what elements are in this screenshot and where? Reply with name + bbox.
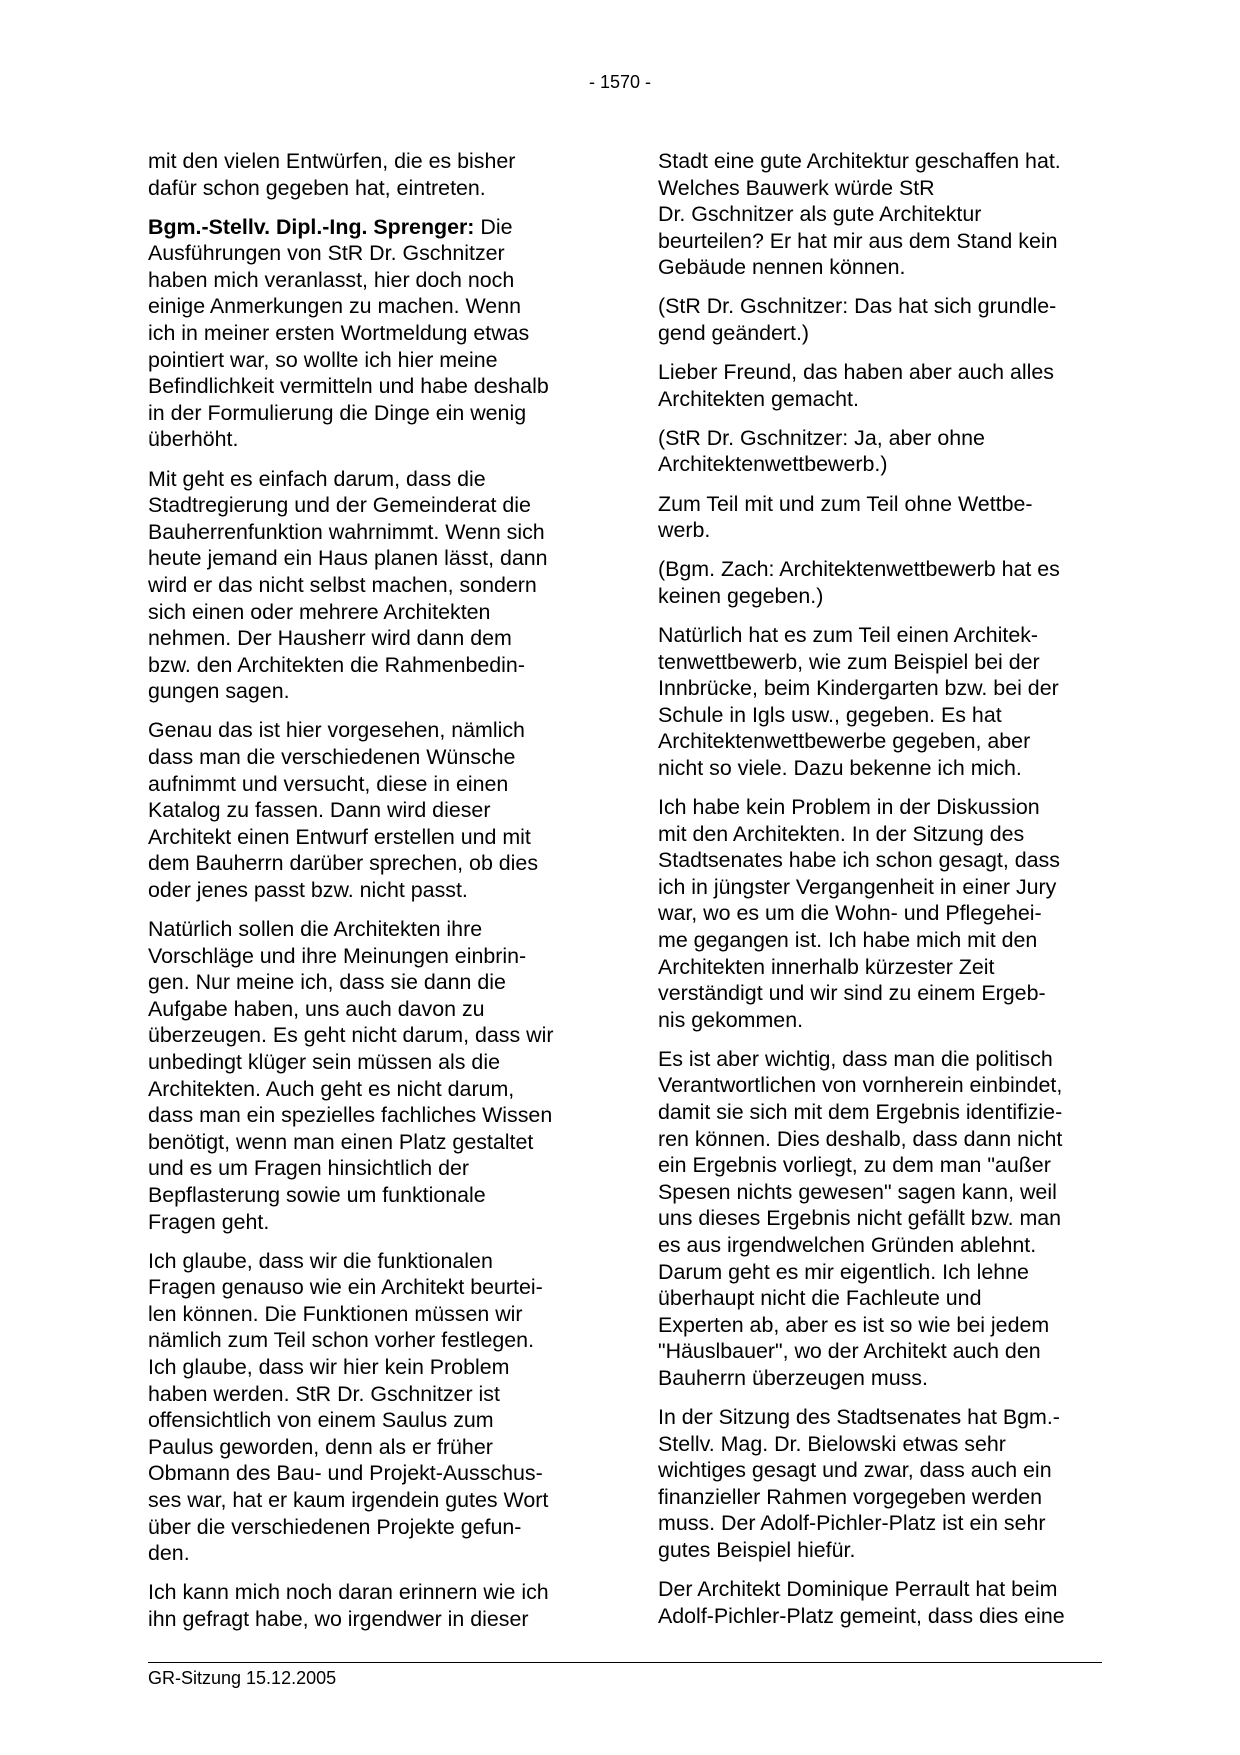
paragraph: Natürlich hat es zum Teil einen Architek- tenwettbewerb, wie zum Beispiel bei der Innbrücke, beim Kindergarten bzw. bei der Schule in Igls usw., gegeben. Es hat Architektenwettbewerbe gegeben, aber nicht so viele. Dazu bekenne ich mich. <box>658 622 1059 780</box>
interjection: (Bgm. Zach: Architektenwettbewerb hat es keinen gegeben.) <box>658 557 1060 608</box>
page-number: - 1570 - <box>588 72 652 92</box>
paragraph: Ich glaube, dass wir die funktionalen Fragen genauso wie ein Architekt beurtei- len können. Die Funktionen müssen wir nämlich zum Teil schon vorher festlegen. Ich glaube, dass wir hier kein Problem haben werden. StR Dr. Gschnitzer ist offensichtlich von einem Saulus zum Paulus geworden, denn als er früher Obmann des Bau- und Projekt-Ausschus- ses war, hat er kaum irgendein gutes Wort über die verschiedenen Projekte gefun- den. <box>148 1248 549 1566</box>
speaker-name: Bgm.-Stellv. Dipl.-Ing. Sprenger: <box>148 214 475 239</box>
paragraph: In der Sitzung des Stadtsenates hat Bgm.- Stellv. Mag. Dr. Bielowski etwas sehr wichtiges gesagt und zwar, dass auch ein finanzieller Rahmen vorgegeben werden muss. Der Adolf-Pichler-Platz ist ein sehr gutes Beispiel hiefür. <box>658 1405 1060 1562</box>
paragraph: mit den vielen Entwürfen, die es bisher dafür schon gegeben hat, eintreten. <box>148 149 516 200</box>
footer-divider <box>148 1662 1102 1663</box>
paragraph-speech <box>148 214 588 453</box>
paragraph: Genau das ist hier vorgesehen, nämlich dass man die verschiedenen Wünsche aufnimmt und versucht, diese in einen Katalog zu fassen. Dann wird dieser Architekt einen Entwurf erstellen und mit dem Bauherrn darüber sprechen, ob dies oder jenes passt bzw. nicht passt. <box>148 718 539 902</box>
left-column <box>148 148 588 1645</box>
paragraph: Zum Teil mit und zum Teil ohne Wettbe- werb. <box>658 491 1033 543</box>
paragraph: Ich habe kein Problem in der Diskussion mit den Architekten. In der Sitzung des Stadtsenates habe ich schon gesagt, dass ich in jüngster Vergangenheit in einer Jury war, wo es um die Wohn- und Pflegehei- me gegangen ist. Ich habe mich mit den Architekten innerhalb kürzester Zeit verständigt und wir sind zu einem Ergeb- nis gekommen. <box>658 794 1060 1032</box>
right-column <box>658 148 1110 1642</box>
paragraph: Es ist aber wichtig, dass man die politisch Verantwortlichen von vornherein einbindet, damit sie sich mit dem Ergebnis identifizie- ren können. Dies deshalb, dass dann nicht ein Ergebnis vorliegt, zu dem man "außer Spesen nichts gewesen" sagen kann, weil uns dieses Ergebnis nicht gefällt bzw. man es aus irgendwelchen Gründen ablehnt. Darum geht es mir eigentlich. Ich lehne überhaupt nicht die Fachleute und Experten ab, aber es ist so wie bei jedem "Häuslbauer", wo der Architekt auch den Bauherrn überzeugen muss. <box>658 1046 1063 1390</box>
paragraph: Mit geht es einfach darum, dass die Stadtregierung und der Gemeinderat die Bauherrenfunktion wahrnimmt. Wenn sich heute jemand ein Haus planen lässt, dann wird er das nicht selbst machen, sondern sich einen oder mehrere Architekten nehmen. Der Hausherr wird dann dem bzw. den Architekten die Rahmenbedin- gungen sagen. <box>148 466 548 704</box>
paragraph: Lieber Freund, das haben aber auch alles Architekten gemacht. <box>658 360 1054 411</box>
interjection: (StR Dr. Gschnitzer: Ja, aber ohne Architektenwettbewerb.) <box>658 425 985 477</box>
paragraph: Der Architekt Dominique Perrault hat beim Adolf-Pichler-Platz gemeint, dass dies eine <box>658 1577 1065 1628</box>
paragraph: Ich kann mich noch daran erinnern wie ich ihn gefragt habe, wo irgendwer in dieser <box>148 1580 549 1631</box>
footer-session-date: GR-Sitzung 15.12.2005 <box>148 1668 337 1688</box>
interjection: (StR Dr. Gschnitzer: Das hat sich grundle- gend geändert.) <box>658 294 1057 346</box>
speech-text: Die Ausführungen von StR Dr. Gschnitzer haben mich veranlasst, hier doch noch einige Anmerkungen zu machen. Wenn ich in meiner ersten Wortmeldung etwas pointiert war, so wollte ich hier meine Befindlichkeit vermitteln und habe deshalb in der Formulierung die Dinge ein wenig überhöht. <box>148 214 549 452</box>
paragraph: Stadt eine gute Architektur geschaffen hat. Welches Bauwerk würde StR Dr. Gschnitzer als gute Architektur beurteilen? Er hat mir aus dem Stand kein Gebäude nennen können. <box>658 149 1061 280</box>
paragraph: Natürlich sollen die Architekten ihre Vorschläge und ihre Meinungen einbrin- gen. Nur meine ich, dass sie dann die Aufgabe haben, uns auch davon zu überzeugen. Es geht nicht darum, dass wir unbedingt klüger sein müssen als die Architekten. Auch geht es nicht darum, dass man ein spezielles fachliches Wissen benötigt, wenn man einen Platz gestaltet und es um Fragen hinsichtlich der Bepflasterung sowie um funktionale Fragen geht. <box>148 917 554 1234</box>
